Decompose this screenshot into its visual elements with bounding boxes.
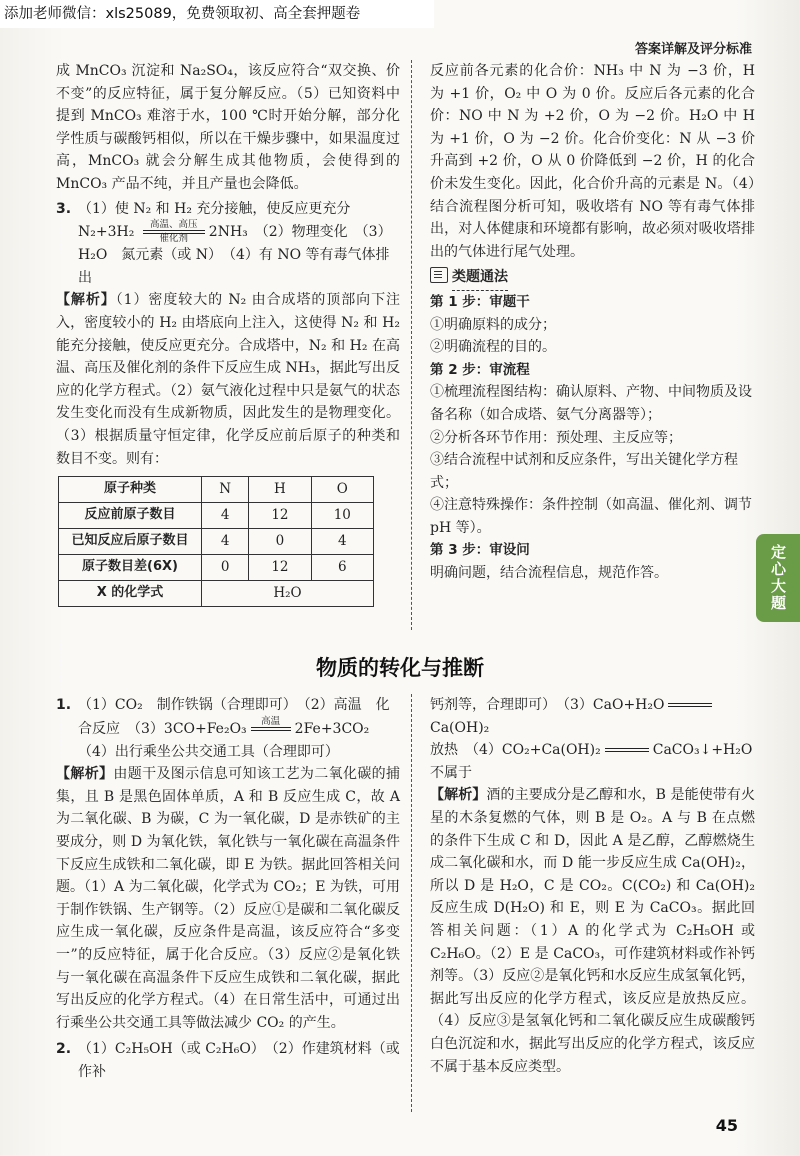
- q3-answer-part1: （1）使 N₂ 和 H₂ 充分接触，使反应更充分 N₂+3H₂: [78, 200, 365, 241]
- row-header: 反应前原子数目: [59, 503, 202, 529]
- q1-analysis: [56, 763, 400, 1034]
- q2-number: 2.: [56, 1041, 72, 1058]
- column-divider: [411, 60, 412, 630]
- q2-answer-continued: [430, 694, 755, 739]
- table-cell: 12: [249, 555, 311, 581]
- step-item: ②分析各环节作用：预处理、主反应等；: [430, 429, 682, 446]
- table-cell: 6: [311, 555, 373, 581]
- analysis-text: （1）密度较大的 N₂ 由合成塔的顶部向下注入，密度较小的 H₂ 由塔底向上注入，这使得 N₂ 和 H₂ 能充分接触，使反应更充分。合成塔中，N₂ 和 H₂ 在高温、高压及催化剂的条件下反应生成 NH₃，据此写出反应的化学方程式。（2）氨气液化过程中只是氨气的状态发生变化而没有生成新物质，因此发生的是物理变化。（3）根据质量守恒定律，化学反应前后原子的种类和数目不变。则有：: [56, 292, 401, 467]
- right-column-bottom: [430, 694, 755, 1078]
- watermark-banner: 添加老师微信：xls25089，免费领取初、高全套押题卷: [0, 0, 434, 28]
- left-column-bottom: [56, 694, 400, 1084]
- reaction-condition: [251, 717, 291, 741]
- table-cell: N: [202, 477, 249, 503]
- method-title: 类题通法: [452, 266, 508, 291]
- table-row: [59, 477, 374, 503]
- left-column-top: [56, 60, 400, 607]
- table-row: [59, 555, 374, 581]
- q2-answer-continued: [430, 739, 755, 762]
- atom-count-table: [58, 476, 374, 607]
- q1-number: 1.: [56, 697, 72, 713]
- condition-top: 高温: [261, 715, 281, 727]
- table-cell: 10: [311, 503, 373, 529]
- condition-top: 高温、高压: [150, 219, 198, 231]
- table-row: [59, 503, 374, 529]
- q3-analysis-continued: 反应前各元素的化合价：NH₃ 中 N 为 −3 价，H 为 +1 价，O₂ 中 O 为 0 价。反应后各元素的化合价：NO 中 N 为 +2 价，O 为 −2 价。H₂O 中 H 为 +1 价，O 为 −2 价。化合价变化：N 从 −3 价升高到 +2 价，O 从 0 价降低到 −2 价，H 的化合价未发生变化。因此，化合价升高的元素是 N。（4）结合流程图分析可知，吸收塔有 NO 等有毒气体排出，对人体健康和环境都有影响，故必须对吸收塔排出的气体进行尾气处理。: [430, 63, 755, 260]
- row-header: X 的化学式: [59, 581, 202, 607]
- q2-answer-continued: 不属于: [430, 764, 472, 781]
- right-column-top: [430, 60, 755, 585]
- table-row: [59, 581, 374, 607]
- q3-number: 3.: [56, 200, 72, 217]
- reaction-condition: [143, 220, 205, 244]
- row-header: 原子数目差(6X): [59, 555, 202, 581]
- analysis-label: 【解析】: [430, 787, 487, 804]
- equation-sign: [605, 748, 649, 752]
- equation-left: 放热 （4）CO₂+Ca(OH)₂: [430, 742, 601, 759]
- equation-left: 钙剂等，合理即可） （3）CaO+H₂O: [430, 697, 665, 713]
- table-cell: 4: [202, 529, 249, 555]
- side-tab: 定心大题: [756, 534, 800, 622]
- table-cell: H: [249, 477, 311, 503]
- step-item: ④注意特殊操作：条件控制（如高温、催化剂、调节 pH 等）。: [430, 497, 752, 536]
- table-row: [59, 529, 374, 555]
- equation-right: CaCO₃↓+H₂O: [652, 742, 753, 759]
- q3-answer: [56, 198, 400, 290]
- column-divider: [411, 694, 412, 1112]
- q1-answer: [56, 694, 400, 763]
- q2-continuation: 成 MnCO₃ 沉淀和 Na₂SO₄，该反应符合“双交换、价不变”的反应特征，属于复分解反应。（5）已知资料中提到 MnCO₃ 难溶于水，100 ℃时开始分解，部分化学性质与碳酸钙相似，所以在干燥步骤中，如果温度过高，MnCO₃ 就会分解生成其他物质，会使得到的 MnCO₃ 产品不纯，并且产量也会降低。: [56, 63, 400, 192]
- analysis-text: 酒的主要成分是乙醇和水，B 是能使带有火星的木条复燃的气体，则 B 是 O₂。A 与 B 在点燃的条件下生成 C 和 D，因此 A 是乙醇，乙醇燃烧生成二氧化碳和水，而 D 能一步反应生成 Ca(OH)₂，所以 D 是 H₂O，C 是 CO₂。C(CO₂) 和 Ca(OH)₂ 反应生成 D(H₂O) 和 E，则 E 为 CaCO₃。据此回答相关问题：（1）A 的化学式为 C₂H₅OH 或 C₂H₆O。（2）E 是 CaCO₃，可作建筑材料或作补钙剂等。（3）反应②是氧化钙和水反应生成氢氧化钙，据此写出反应的化学方程式，该反应是放热反应。（4）反应③是氢氧化钙和二氧化碳反应生成碳酸钙白色沉淀和水，据此写出反应的化学方程式，该反应不属于基本反应类型。: [430, 787, 755, 1075]
- q3-analysis: [56, 289, 400, 470]
- section-title: 物质的转化与推断: [316, 656, 484, 680]
- step-item: ①梳理流程图结构：确认原料、产物、中间物质及设备名称（如合成塔、氨气分离器等）；: [430, 384, 752, 423]
- condition-bottom: 催化剂: [159, 233, 189, 245]
- q3-answer-part2: 2NH₃ （2）物理变化 （3）H₂O 氮元素（或 N） （4）有 NO 等有毒气体排出: [78, 224, 392, 286]
- analysis-text: 由题干及图示信息可知该工艺为二氧化碳的捕集，且 B 是黑色固体单质，A 和 B 反应生成 C，故 A 为二氧化碳、B 为碳，C 为一氧化碳，D 是赤铁矿的主要成分，则 D 为氧化铁，氧化铁与一氧化碳在高温条件下反应生成铁和二氧化碳，即 E 为铁。据此回答相关问题。（1）A 为二氧化碳，化学式为 CO₂；E 为铁，可用于制作铁锅、生产钢等。（2）反应①是碳和二氧化碳反应生成一氧化碳，反应条件是高温，该反应符合“多变一”的反应特征，属于化合反应。（3）反应②是氧化铁与一氧化碳在高温条件下反应生成铁和二氧化碳，据此写出反应的化学方程式。（4）在日常生活中，可通过出行乘坐公共交通工具等做法减少 CO₂ 的产生。: [56, 766, 401, 1031]
- table-cell: 4: [202, 503, 249, 529]
- q2-answer: [56, 1038, 400, 1083]
- q2-analysis: [430, 784, 755, 1078]
- step-heading: 第 1 步：审题干: [430, 293, 530, 310]
- q2-answer-part1: （1）C₂H₅OH（或 C₂H₆O） （2）作建筑材料（或作补: [78, 1041, 400, 1080]
- step-item: ②明确流程的目的。: [430, 339, 556, 356]
- step-item: 明确问题，结合流程信息，规范作答。: [430, 565, 668, 582]
- method-heading: [430, 266, 755, 291]
- equation-sign: [668, 703, 712, 707]
- table-cell: 12: [249, 503, 311, 529]
- step-item: ③结合流程中试剂和反应条件，写出关键化学方程式；: [430, 452, 738, 491]
- step-heading: 第 2 步：审流程: [430, 361, 530, 378]
- equation-right: Ca(OH)₂: [430, 719, 490, 736]
- table-cell: 0: [202, 555, 249, 581]
- row-header: 已知反应后原子数目: [59, 529, 202, 555]
- analysis-label: 【解析】: [56, 292, 116, 309]
- page-number: 45: [715, 1116, 738, 1135]
- analysis-label: 【解析】: [56, 766, 114, 783]
- q1-answer-part1: （1）CO₂ 制作铁锅（合理即可） （2）高温 化合反应 （3）3CO+Fe₂O₃: [78, 697, 390, 737]
- table-cell: 4: [311, 529, 373, 555]
- notebook-icon: [430, 267, 448, 283]
- step-heading: 第 3 步：审设问: [430, 542, 530, 559]
- q1-answer-part2: 2Fe+3CO₂ （4）出行乘坐公共交通工具（合理即可）: [78, 720, 384, 760]
- page-header-title: 答案详解及评分标准: [634, 42, 752, 57]
- table-cell: O: [311, 477, 373, 503]
- table-cell: 0: [249, 529, 311, 555]
- table-cell: H₂O: [202, 581, 374, 607]
- row-header: 原子种类: [59, 477, 202, 503]
- step-item: ①明确原料的成分；: [430, 316, 556, 333]
